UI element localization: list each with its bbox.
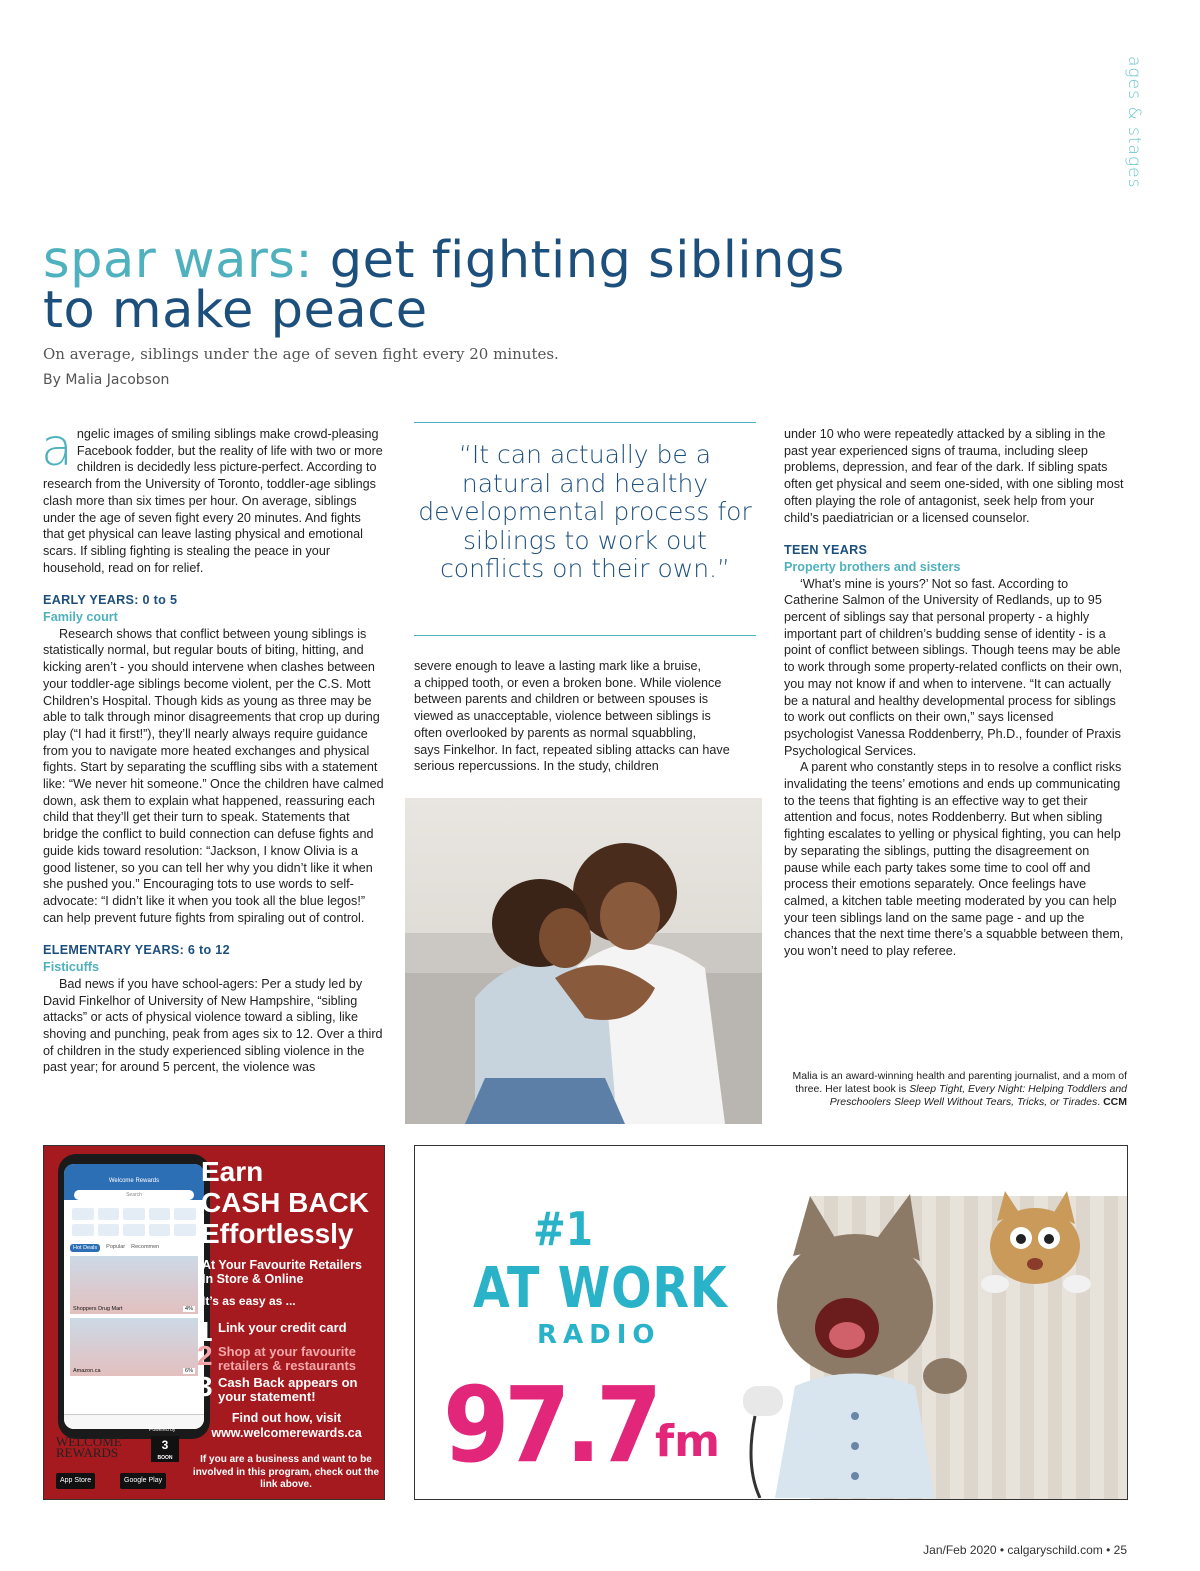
app-search-bar: Search (74, 1190, 194, 1200)
ad-easy-line: It’s as easy as ... (202, 1294, 296, 1308)
section-heading-early: EARLY YEARS: 0 to 5 (43, 593, 178, 608)
section-heading-elementary: ELEMENTARY YEARS: 6 to 12 (43, 943, 230, 958)
app-category-grid (64, 1200, 204, 1244)
col2-line: between parents and children or between spouses is (414, 692, 709, 707)
title-line2: to make peace (43, 281, 428, 340)
welcome-rewards-ad[interactable]: Welcome Rewards Search Hot Deals Popular Recommen Shoppers Drug Mart 4% Amazon.ca 6% Earn CASH BACK Effortlessly At Your Favourite Retailers In Store & Online It’s as easy as ... 1 Link your credit card 2 Shop at your favourite retailers & restaurants 3 Cash Back appears on your statement! Find out how, visit www.welcomerewards.ca WELCOME REWARDS Powered by 3 BOON App Store Google Play If you are a business and want to be involved in this program, check out the link above. (43, 1145, 385, 1500)
column-3 (784, 426, 1126, 960)
app-store-badge[interactable]: App Store (56, 1473, 95, 1489)
author-bio: Malia is an award-winning health and parenting journalist, and a mom of three. Her latest book is Sleep Tight, Every Night: Helping Toddlers and Preschoolers Sleep Well Without Tears, Tricks, or Tirades. CCM (792, 1070, 1127, 1108)
app-tab: Popular (106, 1244, 126, 1250)
article-subtitle: On average, siblings under the age of seven fight every 20 minutes. (43, 345, 559, 363)
app-tab: Hot Deals (70, 1244, 100, 1252)
pull-quote-text: “It can actually be a natural and healthy developmental process for siblings to work out conflicts on their own.” (418, 440, 752, 584)
subheading-teen: Property brothers and sisters (784, 559, 961, 574)
col2-line: often overlooked by parents as normal squabbling, (414, 725, 697, 740)
paragraph-teen-1: ‘What’s mine is yours?’ Not so fast. According to Catherine Salmon of the University of Redlands, up to 95 percent of siblings say that personal property - a highly important part of children’s budding sense of identity - is a point of conflict between siblings. Though teens may be able to work through some property-related conflicts on their own, you may not know if and when to intervene. “It can actually be a natural and healthy developmental process for siblings to work out conflicts on their own,” says licensed psychologist Vanessa Roddenberry, Ph.D., founder of Praxis Psychological Services. (784, 576, 1123, 758)
col2-line: viewed as unacceptable, violence between siblings is (414, 709, 711, 724)
radio-label: RADIO (537, 1320, 661, 1350)
radio-frequency: 97.7 (443, 1364, 658, 1486)
singing-cats-illustration (715, 1186, 1125, 1498)
powered-by-label: Powered by (149, 1427, 176, 1433)
section-tag: ages & stages (1124, 56, 1144, 189)
intro-paragraph: ngelic images of smiling siblings make crowd-pleasing Facebook fodder, but the reality of life with two or more children is decidedly less picture-perfect. According to research from the University of Toronto, toddler-age siblings clash more than six times per hour. On average, siblings under the age of seven fight every 20 minutes. And fights that get physical can leave lasting physical and emotional scars. If sibling fighting is stealing the peace in your household, read on for relief. (43, 427, 383, 575)
col2-line: says Finkelhor. In fact, repeated sibling attacks can have (414, 742, 730, 757)
byline: By Malia Jacobson (43, 372, 170, 388)
bio-end-mark: CCM (1103, 1096, 1127, 1108)
section-heading-teen: TEEN YEARS (784, 543, 868, 558)
subheading-elementary: Fisticuffs (43, 960, 99, 975)
drop-cap: a (41, 418, 73, 478)
paragraph-early: Research shows that conflict between young siblings is statistically normal, but regular bouts of biting, hitting, and kicking aren’t - you should intervene when clashes between your toddler-age siblings become violent, per the C.S. Mott Children’s Hospital. Though kids as young as three may be able to talk through minor disagreements that crop up during play (“I had it first!”), they’ll nearly always require guidance from you to navigate more heated exchanges and physical fights. Start by separating the scuffling sibs with a statement like: “We never hit someone.” Once the children have calmed down, ask them to explain what happened, reassuring each child that they’ll get their turn to speak. Statements that bridge the conflict to build connection can defuse fights and guide kids toward resolution: “Jackson, I know Olivia is a good listener, so you can tell her why you didn’t like it when she pushed you.” Encouraging tots to use words to self-advocate: “I didn’t like it when you took all the blue legos!” can help prevent future fights from spiraling out of control. (43, 626, 384, 925)
title-accent: spar wars: (43, 231, 314, 290)
app-nav-bar (64, 1414, 204, 1429)
column-1 (41, 418, 385, 1076)
radio-at-work: AT WORK (473, 1256, 728, 1321)
title-line1: get fighting siblings (313, 231, 845, 290)
ad-url-link[interactable]: www.welcomerewards.ca (211, 1426, 362, 1440)
bio-text: Malia is an award-winning health and parenting journalist, and a mom of three. Her latest book is (792, 1070, 1127, 1095)
radio-rank: #1 (533, 1202, 593, 1256)
google-play-badge[interactable]: Google Play (120, 1473, 166, 1489)
welcome-rewards-logo: WELCOME REWARDS (56, 1434, 122, 1460)
col2-line: severe enough to leave a lasting mark like a bruise, (414, 659, 702, 673)
ad-subheadline: At Your Favourite Retailers In Store & Online (202, 1258, 362, 1286)
pull-quote (414, 422, 756, 636)
app-tabs (64, 1244, 204, 1252)
paragraph-col3-intro: under 10 who were repeatedly attacked by a sibling in the past year experienced signs of trauma, including sleep problems, depression, and fear of the dark. If sibling spats often get physical and seem one-sided, with one sibling most often playing the role of antagonist, seek help from your child’s paediatrician or a licensed counselor. (784, 427, 1124, 525)
app-header: Welcome Rewards (64, 1164, 204, 1200)
b3-logo: 3 BOON (151, 1436, 179, 1462)
ad-business-note: If you are a business and want to be involved in this program, check out the link above. (192, 1454, 380, 1490)
ad-headline: Earn CASH BACK Effortlessly (201, 1156, 369, 1249)
phone-mockup (58, 1154, 210, 1439)
ad-visit: Find out how, visit www.welcomerewards.ca (194, 1411, 379, 1441)
app-tab: Recommen (131, 1244, 160, 1250)
radio-ad[interactable] (414, 1145, 1128, 1500)
article-title (43, 231, 943, 340)
paragraph-elementary: Bad news if you have school-agers: Per a study led by David Finkelhor of University of New Hampshire, “sibling attacks” or acts of physical violence toward a sibling, like shoving and punching, peak from ages six to 12. Over a third of children in the study experienced sibling violence in the past year; for around 5 percent, the violence was (43, 976, 383, 1075)
app-retailer-card: Shoppers Drug Mart 4% (70, 1256, 198, 1314)
app-screen (64, 1164, 204, 1429)
hugging-siblings-photo (405, 798, 762, 1124)
radio-fm: fm (655, 1416, 720, 1467)
app-retailer-card: Amazon.ca 6% (70, 1318, 198, 1376)
photo-illustration (405, 798, 762, 1124)
col2-line: serious repercussions. In the study, children (414, 759, 659, 774)
col2-line: a chipped tooth, or even a broken bone. While violence (414, 675, 722, 690)
bio-book-title: Sleep Tight, Every Night: Helping Toddlers and Preschoolers Sleep Well Without Tears, Tricks, or Tirades (829, 1083, 1127, 1108)
column-2 (414, 658, 754, 775)
subheading-early: Family court (43, 610, 118, 625)
paragraph-teen-2: A parent who constantly steps in to resolve a conflict risks invalidating the teens’ emotions and ends up communicating to the teens that fighting is an effective way to get their attention and focus, notes Roddenberry. But when sibling fighting escalates to yelling or physical fighting, you can help by separating the siblings, putting the disagreement on pause while each party takes some time to cool off and process their emotions separately. Once feelings have calmed, a kitchen table meeting moderated by you can help your teen siblings land on the same page - and up the chances that the next time there’s a squabble between them, you won’t need to play referee. (784, 760, 1124, 959)
page-footer: Jan/Feb 2020 • calgaryschild.com • 25 (923, 1543, 1127, 1557)
